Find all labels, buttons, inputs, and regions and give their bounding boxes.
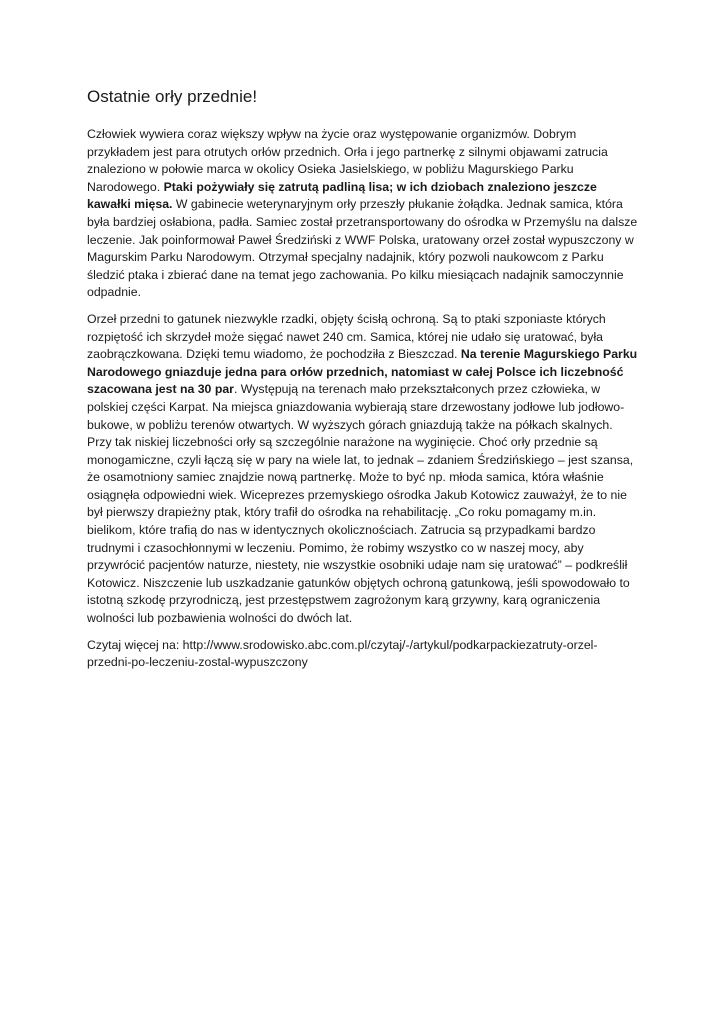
paragraph-1	[87, 126, 640, 302]
paragraph-1-text-a: Człowiek wywiera coraz większy wpływ na życie oraz występowanie organizmów. Dobrym przykładem jest para otrutych orłów przednich. Orła i jego partnerkę z silnymi objawami zatrucia znaleziono w połowie marca w okolicy Osieka Jasielskiego, w pobliżu Magurskiego Parku Narodowego.	[87, 127, 608, 194]
source-link-paragraph: Czytaj więcej na: http://www.srodowisko.abc.com.pl/czytaj/-/artykul/podkarpackiezatruty-orzel-przedni-po-leczeniu-zostal-wypuszczony	[87, 637, 598, 670]
paragraph-2-bold: Na terenie Magurskiego Parku Narodowego gniazduje jedna para orłów przednich, natomiast w całej Polsce ich liczebność szacowana jest na 30 par	[87, 347, 638, 397]
paragraph-1-bold: Ptaki pożywiały się zatrutą padliną lisa; w ich dziobach znaleziono jeszcze kawałki mięsa.	[87, 179, 597, 212]
paragraph-2-text-b: . Występują na terenach mało przekształconych przez człowieka, w polskiej części Karpat. Na miejsca gniazdowania wybierają stare drzewostany jodłowe lub jodłowo-bukowe, w pobliżu terenów otwartych. W wyższych górach gniazdują także na półkach skalnych. Przy tak niskiej liczebności orły są szczególnie narażone na wyginięcie. Choć orły przednie są monogamiczne, czyli łączą się w pary na wiele lat, to jednak – zdaniem Średzińskiego – jest szansa, że osamotniony samiec znajdzie nową partnerkę. Może to być np. młoda samica, która właśnie osiągnęła odpowiedni wiek. Wiceprezes przemyskiego ośrodka Jakub Kotowicz zauważył, że to nie był pierwszy drapieżny ptak, który trafił do ośrodka na rehabilitację. „Co roku pomagamy m.in. bielikom, które trafią do nas w identycznych okolicznościach. Zatrucia są przypadkami bardzo trudnymi i czasochłonnymi w leczeniu. Pomimo, że robimy wszystko co w naszej mocy, aby przywrócić pacjentów naturze, niestety, nie wszystkie osobniki udaje nam się uratować” – podkreślił Kotowicz. Niszczenie lub uszkadzanie gatunków objętych ochroną gatunkową, jeśli spowodowało to istotną szkodę przyrodniczą, jest przestępstwem zagrożonym karą grzywny, karą ograniczenia wolności lub pozbawienia wolności do dwóch lat.	[87, 382, 634, 626]
paragraph-2	[87, 311, 640, 628]
paragraph-2-text-a: Orzeł przedni to gatunek niezwykle rzadki, objęty ścisłą ochroną. Są to ptaki szponiaste których rozpiętość ich skrzydeł może sięgać nawet 240 cm. Samica, której nie udało się uratować, była zaobrączkowana. Dzięki temu wiadomo, że pochodziła z Bieszczad.	[87, 311, 606, 362]
document-title: Ostatnie orły przednie!	[87, 87, 258, 106]
paragraph-1-text-b: W gabinecie weterynaryjnym orły przeszły płukanie żołądka. Jednak samica, która była bardziej osłabiona, padła. Samiec został przetransportowany do ośrodka w Przemyślu na dalsze leczenie. Jak poinformował Paweł Średziński z WWF Polska, uratowany orzeł został wypuszczony w Magurskim Parku Narodowym. Otrzymał specjalny nadajnik, który pozwoli naukowcom z Parku śledzić ptaka i zbierać dane na temat jego zachowania. Po kilku miesiącach nadajnik samoczynnie odpadnie.	[87, 197, 638, 300]
document-body	[87, 86, 640, 681]
